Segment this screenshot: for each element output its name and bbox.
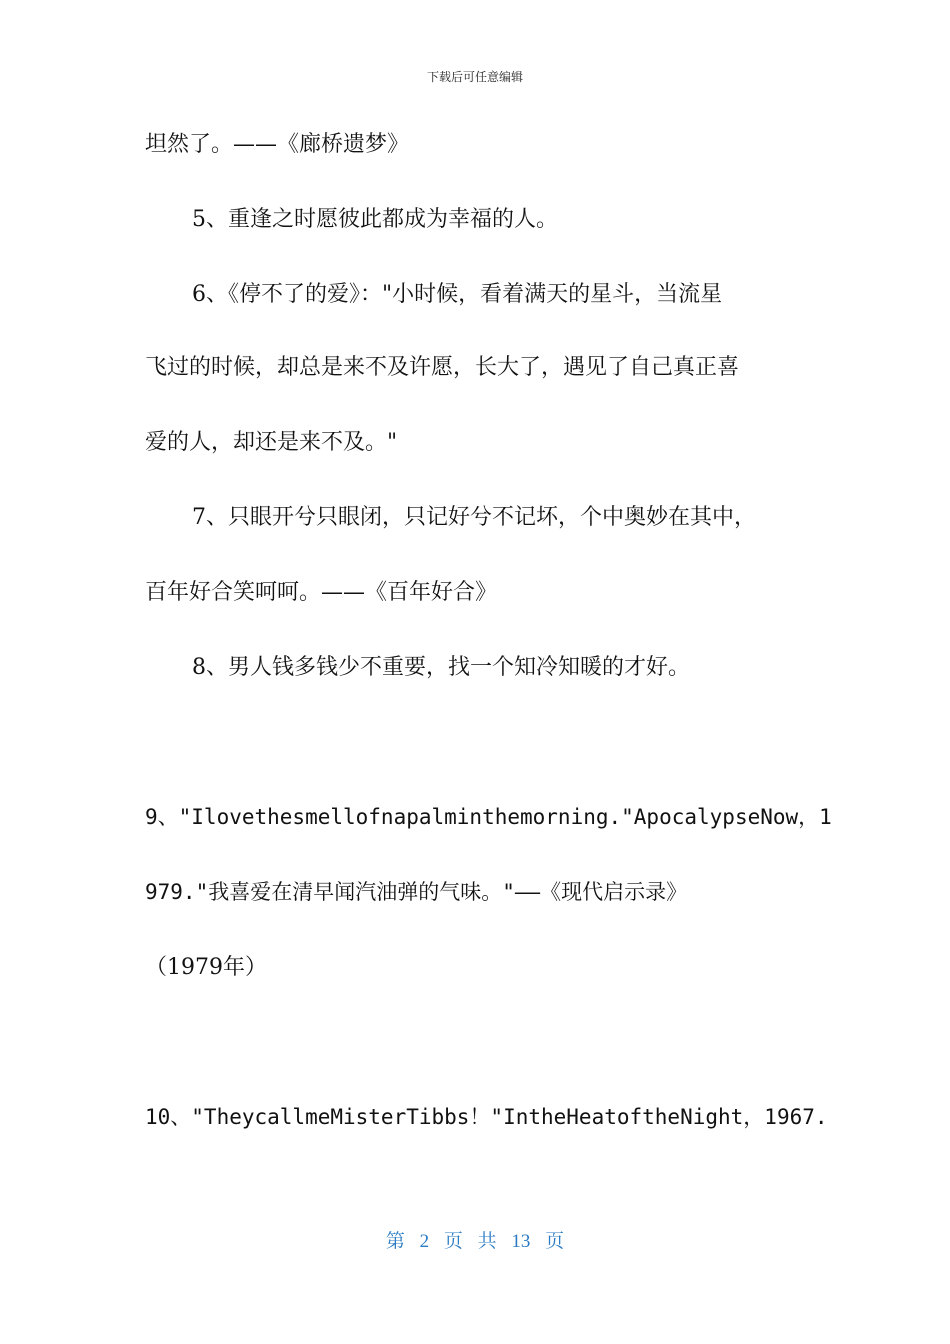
text-line-1: 坦然了。——《廊桥遗梦》	[145, 132, 410, 157]
text-line-item-9-cont-1: 979."我喜爱在清早闻汽油弹的气味。"——《现代启示录》	[145, 880, 688, 904]
page-footer	[0, 1226, 950, 1253]
text-line-item-6: 6、《停不了的爱》："小时候，看着满天的星斗，当流星	[192, 282, 723, 307]
page-header: 下载后可任意编辑	[426, 70, 523, 84]
text-line-item-7-cont: 百年好合笑呵呵。——《百年好合》	[145, 580, 498, 605]
text-line-item-7: 7、只眼开兮只眼闭，只记好兮不记坏，个中奥妙在其中，	[192, 505, 756, 530]
footer-prefix: 第	[385, 1231, 405, 1252]
text-line-item-6-cont-1: 飞过的时候，却总是来不及许愿，长大了，遇见了自己真正喜	[145, 355, 740, 380]
text-line-item-5: 5、重逢之时愿彼此都成为幸福的人。	[192, 207, 558, 232]
text-line-item-9-cont-2: （1979年）	[145, 955, 267, 980]
footer-total-word: 共	[477, 1231, 497, 1252]
text-line-item-8: 8、男人钱多钱少不重要，找一个知冷知暖的才好。	[192, 655, 690, 680]
footer-page-number: 2	[419, 1231, 430, 1252]
text-line-item-10: 10、"TheycallmeMisterTibbs！"IntheHeatoftheNight，1967.	[145, 1105, 828, 1129]
text-line-item-9: 9、"Ilovethesmellofnapalminthemorning."ApocalypseNow，1	[145, 805, 832, 829]
footer-total-pages: 13	[511, 1231, 531, 1252]
footer-suffix: 页	[545, 1231, 565, 1252]
text-line-item-6-cont-2: 爱的人，却还是来不及。"	[145, 430, 398, 455]
footer-page-word: 页	[443, 1231, 463, 1252]
